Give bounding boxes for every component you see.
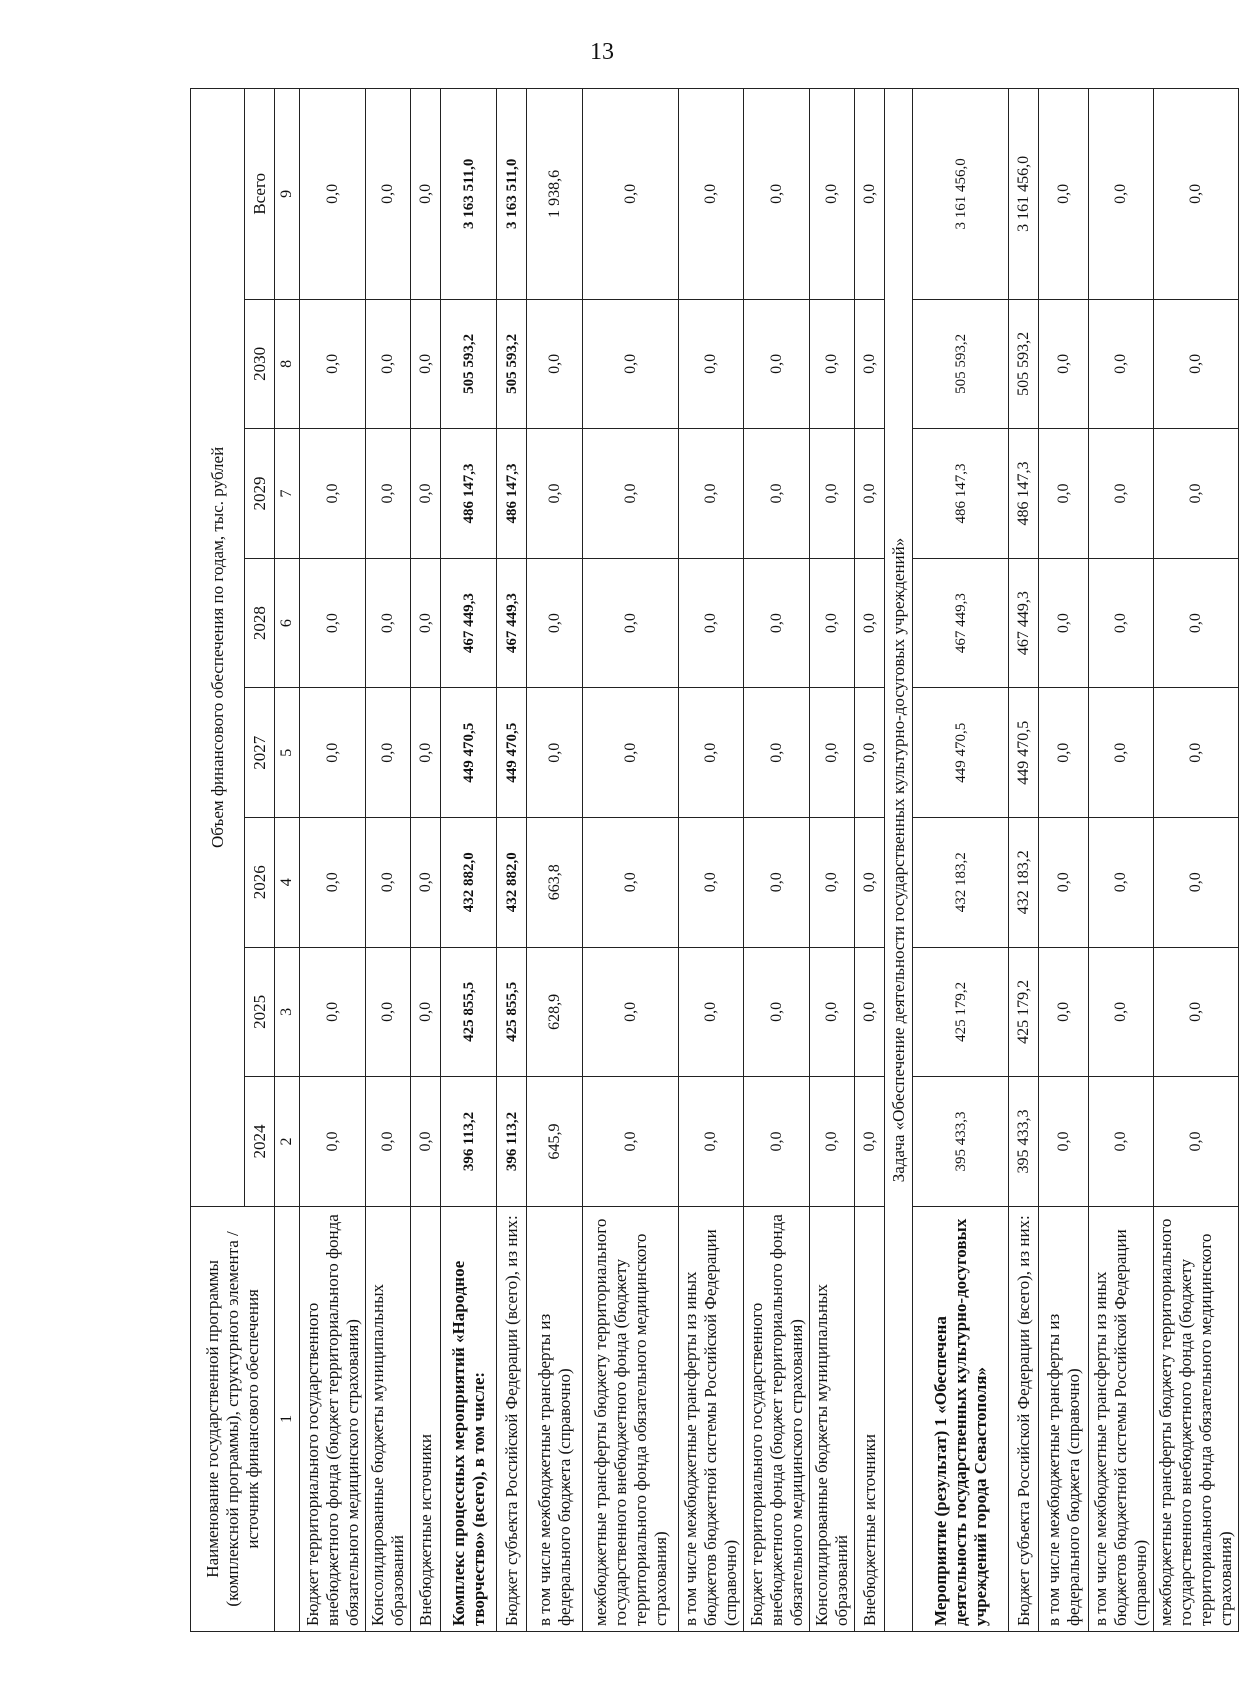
task-title: Задача «Обеспечение деятельности государственных культурно-досуговых учреждений» xyxy=(885,89,913,1632)
header-year: 2026 xyxy=(245,818,275,948)
table-row xyxy=(497,89,527,1632)
column-number: 6 xyxy=(275,558,300,688)
header-year: 2025 xyxy=(245,947,275,1077)
value-cell: 395 433,3 xyxy=(913,1077,1009,1207)
value-cell: 486 147,3 xyxy=(1009,429,1039,559)
value-cell: 0,0 xyxy=(744,947,810,1077)
value-cell: 0,0 xyxy=(855,688,885,818)
value-cell: 0,0 xyxy=(300,558,366,688)
value-cell: 0,0 xyxy=(1154,89,1239,300)
value-cell: 0,0 xyxy=(527,299,583,429)
column-number: 5 xyxy=(275,688,300,818)
table-row xyxy=(527,89,583,1632)
value-cell: 0,0 xyxy=(527,429,583,559)
value-cell: 505 593,2 xyxy=(1009,299,1039,429)
value-cell: 396 113,2 xyxy=(497,1077,527,1207)
table-row xyxy=(744,89,810,1632)
value-cell: 425 855,5 xyxy=(441,947,497,1077)
value-cell: 0,0 xyxy=(1154,429,1239,559)
value-cell: 0,0 xyxy=(1089,89,1154,300)
table-row xyxy=(366,89,411,1632)
column-number: 7 xyxy=(275,429,300,559)
value-cell: 467 449,3 xyxy=(497,558,527,688)
value-cell: 0,0 xyxy=(583,818,679,948)
table-row xyxy=(1039,89,1089,1632)
value-cell: 0,0 xyxy=(1039,89,1089,300)
value-cell: 0,0 xyxy=(855,947,885,1077)
value-cell: 505 593,2 xyxy=(913,299,1009,429)
row-label: в том числе межбюджетные трансферты из федерального бюджета (справочно) xyxy=(1039,1206,1089,1631)
column-number: 3 xyxy=(275,947,300,1077)
value-cell: 0,0 xyxy=(366,299,411,429)
value-cell: 0,0 xyxy=(1154,558,1239,688)
table-row xyxy=(411,89,441,1632)
column-number: 4 xyxy=(275,818,300,948)
value-cell: 432 882,0 xyxy=(497,818,527,948)
value-cell: 0,0 xyxy=(744,818,810,948)
value-cell: 0,0 xyxy=(744,688,810,818)
value-cell: 0,0 xyxy=(744,89,810,300)
column-number: 9 xyxy=(275,89,300,300)
value-cell: 0,0 xyxy=(411,558,441,688)
value-cell: 0,0 xyxy=(855,89,885,300)
table-row xyxy=(300,89,366,1632)
value-cell: 0,0 xyxy=(810,89,855,300)
budget-table-rotated xyxy=(190,88,1235,1632)
value-cell: 0,0 xyxy=(366,818,411,948)
value-cell: 0,0 xyxy=(679,299,744,429)
value-cell: 0,0 xyxy=(583,688,679,818)
value-cell: 0,0 xyxy=(300,688,366,818)
table-row xyxy=(1009,89,1039,1632)
value-cell: 0,0 xyxy=(744,558,810,688)
value-cell: 0,0 xyxy=(1039,1077,1089,1207)
row-label: Бюджет территориального государственного внебюджетного фонда (бюджет территориального фонда обязательного медицинского страхования) xyxy=(300,1206,366,1631)
value-cell: 0,0 xyxy=(855,1077,885,1207)
value-cell: 0,0 xyxy=(1089,429,1154,559)
value-cell: 0,0 xyxy=(366,89,411,300)
value-cell: 3 163 511,0 xyxy=(441,89,497,300)
value-cell: 0,0 xyxy=(300,299,366,429)
value-cell: 0,0 xyxy=(1089,688,1154,818)
value-cell: 0,0 xyxy=(855,558,885,688)
value-cell: 0,0 xyxy=(583,89,679,300)
value-cell: 0,0 xyxy=(1039,558,1089,688)
value-cell: 486 147,3 xyxy=(913,429,1009,559)
table-row xyxy=(1154,89,1239,1632)
value-cell: 0,0 xyxy=(855,299,885,429)
value-cell: 449 470,5 xyxy=(913,688,1009,818)
value-cell: 432 882,0 xyxy=(441,818,497,948)
value-cell: 0,0 xyxy=(679,688,744,818)
value-cell: 0,0 xyxy=(679,558,744,688)
row-label: в том числе межбюджетные трансферты из федерального бюджета (справочно) xyxy=(527,1206,583,1631)
value-cell: 0,0 xyxy=(1154,688,1239,818)
table-row xyxy=(583,89,679,1632)
value-cell: 0,0 xyxy=(679,429,744,559)
header-year: 2024 xyxy=(245,1077,275,1207)
table-row xyxy=(855,89,885,1632)
value-cell: 0,0 xyxy=(300,89,366,300)
value-cell: 0,0 xyxy=(1089,1077,1154,1207)
value-cell: 432 183,2 xyxy=(1009,818,1039,948)
value-cell: 0,0 xyxy=(1089,947,1154,1077)
value-cell: 0,0 xyxy=(1039,947,1089,1077)
value-cell: 0,0 xyxy=(1154,818,1239,948)
value-cell: 0,0 xyxy=(744,429,810,559)
row-label: межбюджетные трансферты бюджету территориального государственного внебюджетного фонда (бюджету территориального фонда обязательного медицинского страхования) xyxy=(1154,1206,1239,1631)
value-cell: 0,0 xyxy=(583,299,679,429)
row-label: в том числе межбюджетные трансферты из иных бюджетов бюджетной системы Российской Федерации (справочно) xyxy=(1089,1206,1154,1631)
row-label: Комплекс процессных мероприятий «Народное творчество» (всего), в том числе: xyxy=(441,1206,497,1631)
table-row xyxy=(679,89,744,1632)
row-label: Бюджет субъекта Российской Федерации (всего), из них: xyxy=(1009,1206,1039,1631)
value-cell: 0,0 xyxy=(300,947,366,1077)
value-cell: 0,0 xyxy=(810,947,855,1077)
value-cell: 449 470,5 xyxy=(441,688,497,818)
header-year: 2030 xyxy=(245,299,275,429)
value-cell: 0,0 xyxy=(1039,299,1089,429)
value-cell: 0,0 xyxy=(744,1077,810,1207)
value-cell: 0,0 xyxy=(366,947,411,1077)
value-cell: 0,0 xyxy=(744,299,810,429)
value-cell: 425 179,2 xyxy=(1009,947,1039,1077)
value-cell: 0,0 xyxy=(411,947,441,1077)
value-cell: 0,0 xyxy=(527,558,583,688)
value-cell: 0,0 xyxy=(411,1077,441,1207)
value-cell: 449 470,5 xyxy=(497,688,527,818)
value-cell: 395 433,3 xyxy=(1009,1077,1039,1207)
header-volume-title: Объем финансового обеспечения по годам, тыс. рублей xyxy=(191,89,245,1207)
value-cell: 0,0 xyxy=(679,818,744,948)
task-row xyxy=(885,89,913,1632)
value-cell: 0,0 xyxy=(411,688,441,818)
value-cell: 486 147,3 xyxy=(497,429,527,559)
value-cell: 0,0 xyxy=(1154,947,1239,1077)
value-cell: 0,0 xyxy=(366,558,411,688)
row-label: Мероприятие (результат) 1 «Обеспечена деятельность государственных культурно-досуговых учреждений города Севастополя» xyxy=(913,1206,1009,1631)
row-label: Бюджет субъекта Российской Федерации (всего), из них: xyxy=(497,1206,527,1631)
value-cell: 486 147,3 xyxy=(441,429,497,559)
value-cell: 0,0 xyxy=(810,688,855,818)
value-cell: 0,0 xyxy=(300,818,366,948)
value-cell: 0,0 xyxy=(679,89,744,300)
header-year: 2029 xyxy=(245,429,275,559)
column-number: 1 xyxy=(275,1206,300,1631)
header-year: Всего xyxy=(245,89,275,300)
value-cell: 0,0 xyxy=(679,947,744,1077)
budget-table-frame xyxy=(190,88,1235,1632)
value-cell: 0,0 xyxy=(583,1077,679,1207)
value-cell: 3 163 511,0 xyxy=(497,89,527,300)
value-cell: 0,0 xyxy=(583,558,679,688)
value-cell: 396 113,2 xyxy=(441,1077,497,1207)
value-cell: 0,0 xyxy=(1154,1077,1239,1207)
table-row xyxy=(1089,89,1154,1632)
value-cell: 0,0 xyxy=(1154,299,1239,429)
column-number: 2 xyxy=(275,1077,300,1207)
value-cell: 467 449,3 xyxy=(913,558,1009,688)
value-cell: 0,0 xyxy=(583,947,679,1077)
value-cell: 0,0 xyxy=(855,818,885,948)
value-cell: 425 179,2 xyxy=(913,947,1009,1077)
value-cell: 0,0 xyxy=(527,688,583,818)
value-cell: 0,0 xyxy=(411,299,441,429)
budget-table xyxy=(190,88,1239,1632)
value-cell: 505 593,2 xyxy=(441,299,497,429)
table-row xyxy=(810,89,855,1632)
row-label: в том числе межбюджетные трансферты из иных бюджетов бюджетной системы Российской Федерации (справочно) xyxy=(679,1206,744,1631)
table-row xyxy=(913,89,1009,1632)
value-cell: 432 183,2 xyxy=(913,818,1009,948)
value-cell: 0,0 xyxy=(366,1077,411,1207)
value-cell: 0,0 xyxy=(300,1077,366,1207)
row-label: Консолидированные бюджеты муниципальных образований xyxy=(810,1206,855,1631)
value-cell: 467 449,3 xyxy=(1009,558,1039,688)
value-cell: 0,0 xyxy=(366,688,411,818)
value-cell: 425 855,5 xyxy=(497,947,527,1077)
value-cell: 0,0 xyxy=(810,299,855,429)
page-number: 13 xyxy=(590,39,614,65)
value-cell: 467 449,3 xyxy=(441,558,497,688)
value-cell: 0,0 xyxy=(1089,818,1154,948)
value-cell: 0,0 xyxy=(1039,818,1089,948)
value-cell: 3 161 456,0 xyxy=(913,89,1009,300)
value-cell: 449 470,5 xyxy=(1009,688,1039,818)
value-cell: 0,0 xyxy=(855,429,885,559)
value-cell: 663,8 xyxy=(527,818,583,948)
row-label: Внебюджетные источники xyxy=(411,1206,441,1631)
value-cell: 0,0 xyxy=(583,429,679,559)
value-cell: 505 593,2 xyxy=(497,299,527,429)
column-number: 8 xyxy=(275,299,300,429)
value-cell: 0,0 xyxy=(411,429,441,559)
value-cell: 0,0 xyxy=(1089,558,1154,688)
row-label: межбюджетные трансферты бюджету территориального государственного внебюджетного фонда (бюджету территориального фонда обязательного медицинского страхования) xyxy=(583,1206,679,1631)
header-name-column: Наименование государственной программы (комплексной программы), структурного элемента / источник финансового обеспечения xyxy=(191,1206,275,1631)
row-label: Бюджет территориального государственного внебюджетного фонда (бюджет территориального фонда обязательного медицинского страхования) xyxy=(744,1206,810,1631)
value-cell: 3 161 456,0 xyxy=(1009,89,1039,300)
value-cell: 0,0 xyxy=(411,89,441,300)
value-cell: 628,9 xyxy=(527,947,583,1077)
row-label: Внебюджетные источники xyxy=(855,1206,885,1631)
value-cell: 0,0 xyxy=(810,1077,855,1207)
value-cell: 0,0 xyxy=(810,558,855,688)
header-year: 2028 xyxy=(245,558,275,688)
value-cell: 1 938,6 xyxy=(527,89,583,300)
value-cell: 0,0 xyxy=(810,429,855,559)
value-cell: 0,0 xyxy=(1039,688,1089,818)
header-year: 2027 xyxy=(245,688,275,818)
value-cell: 0,0 xyxy=(366,429,411,559)
table-row xyxy=(441,89,497,1632)
row-label: Консолидированные бюджеты муниципальных образований xyxy=(366,1206,411,1631)
value-cell: 0,0 xyxy=(679,1077,744,1207)
value-cell: 0,0 xyxy=(300,429,366,559)
value-cell: 0,0 xyxy=(1039,429,1089,559)
value-cell: 0,0 xyxy=(810,818,855,948)
value-cell: 645,9 xyxy=(527,1077,583,1207)
value-cell: 0,0 xyxy=(1089,299,1154,429)
value-cell: 0,0 xyxy=(411,818,441,948)
